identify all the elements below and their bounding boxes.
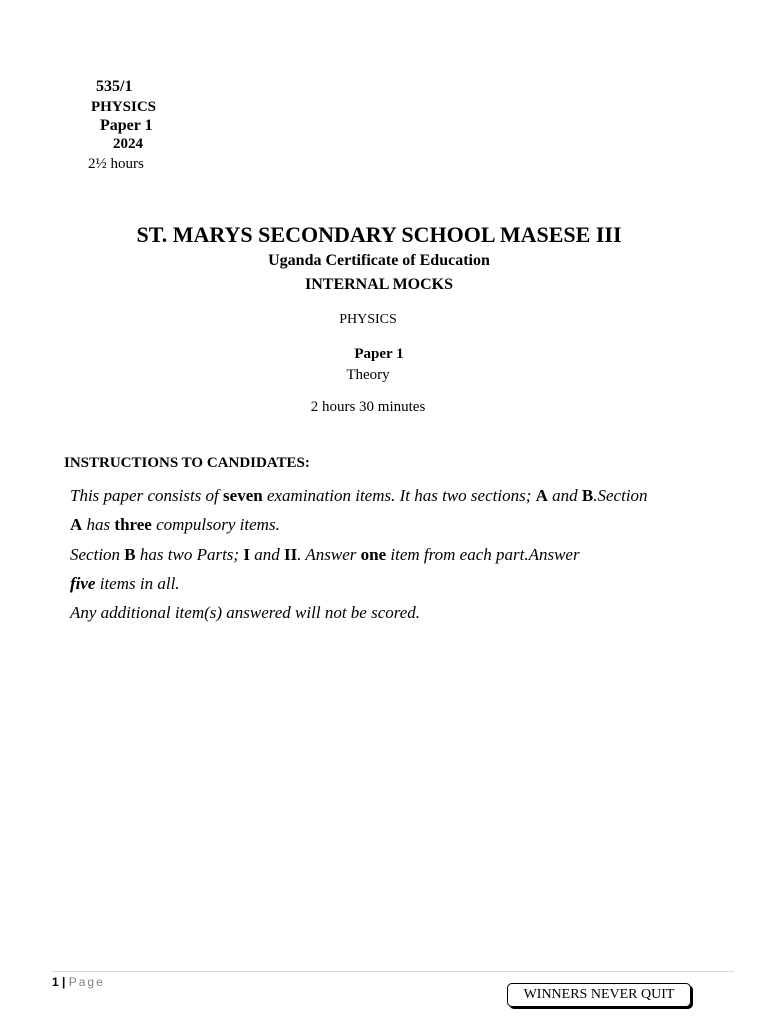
- paper-label: Paper 1: [100, 117, 153, 134]
- subject-title: PHYSICS: [339, 312, 397, 327]
- instruction-line: five items in all.: [70, 574, 180, 593]
- part-title: Theory: [346, 367, 390, 383]
- certificate-title: Uganda Certificate of Education: [268, 252, 490, 269]
- exam-title: INTERNAL MOCKS: [304, 276, 454, 293]
- duration-label: 2½ hours: [88, 156, 144, 172]
- subject-label: PHYSICS: [91, 99, 157, 115]
- year-label: 2024: [113, 136, 143, 152]
- motto-text: WINNERS NEVER QUIT: [523, 987, 675, 1002]
- instruction-line: Any additional item(s) answered will not be scored.: [70, 603, 421, 622]
- paper-title: Paper 1: [354, 346, 404, 362]
- duration-title: 2 hours 30 minutes: [310, 399, 426, 415]
- instruction-line: A has three compulsory items.: [70, 515, 280, 534]
- instructions-heading: INSTRUCTIONS TO CANDIDATES:: [64, 455, 310, 471]
- instruction-line: Section B has two Parts; I and II. Answer one item from each part.Answer: [70, 545, 580, 564]
- motto-box: [507, 983, 691, 1007]
- instruction-line: This paper consists of seven examination items. It has two sections; A and B.Section: [70, 486, 648, 505]
- school-name: ST. MARYS SECONDARY SCHOOL MASESE III: [136, 222, 622, 247]
- footer-divider: [52, 971, 734, 972]
- paper-code: 535/1: [96, 78, 133, 95]
- page-number: 1 | Page: [52, 975, 105, 989]
